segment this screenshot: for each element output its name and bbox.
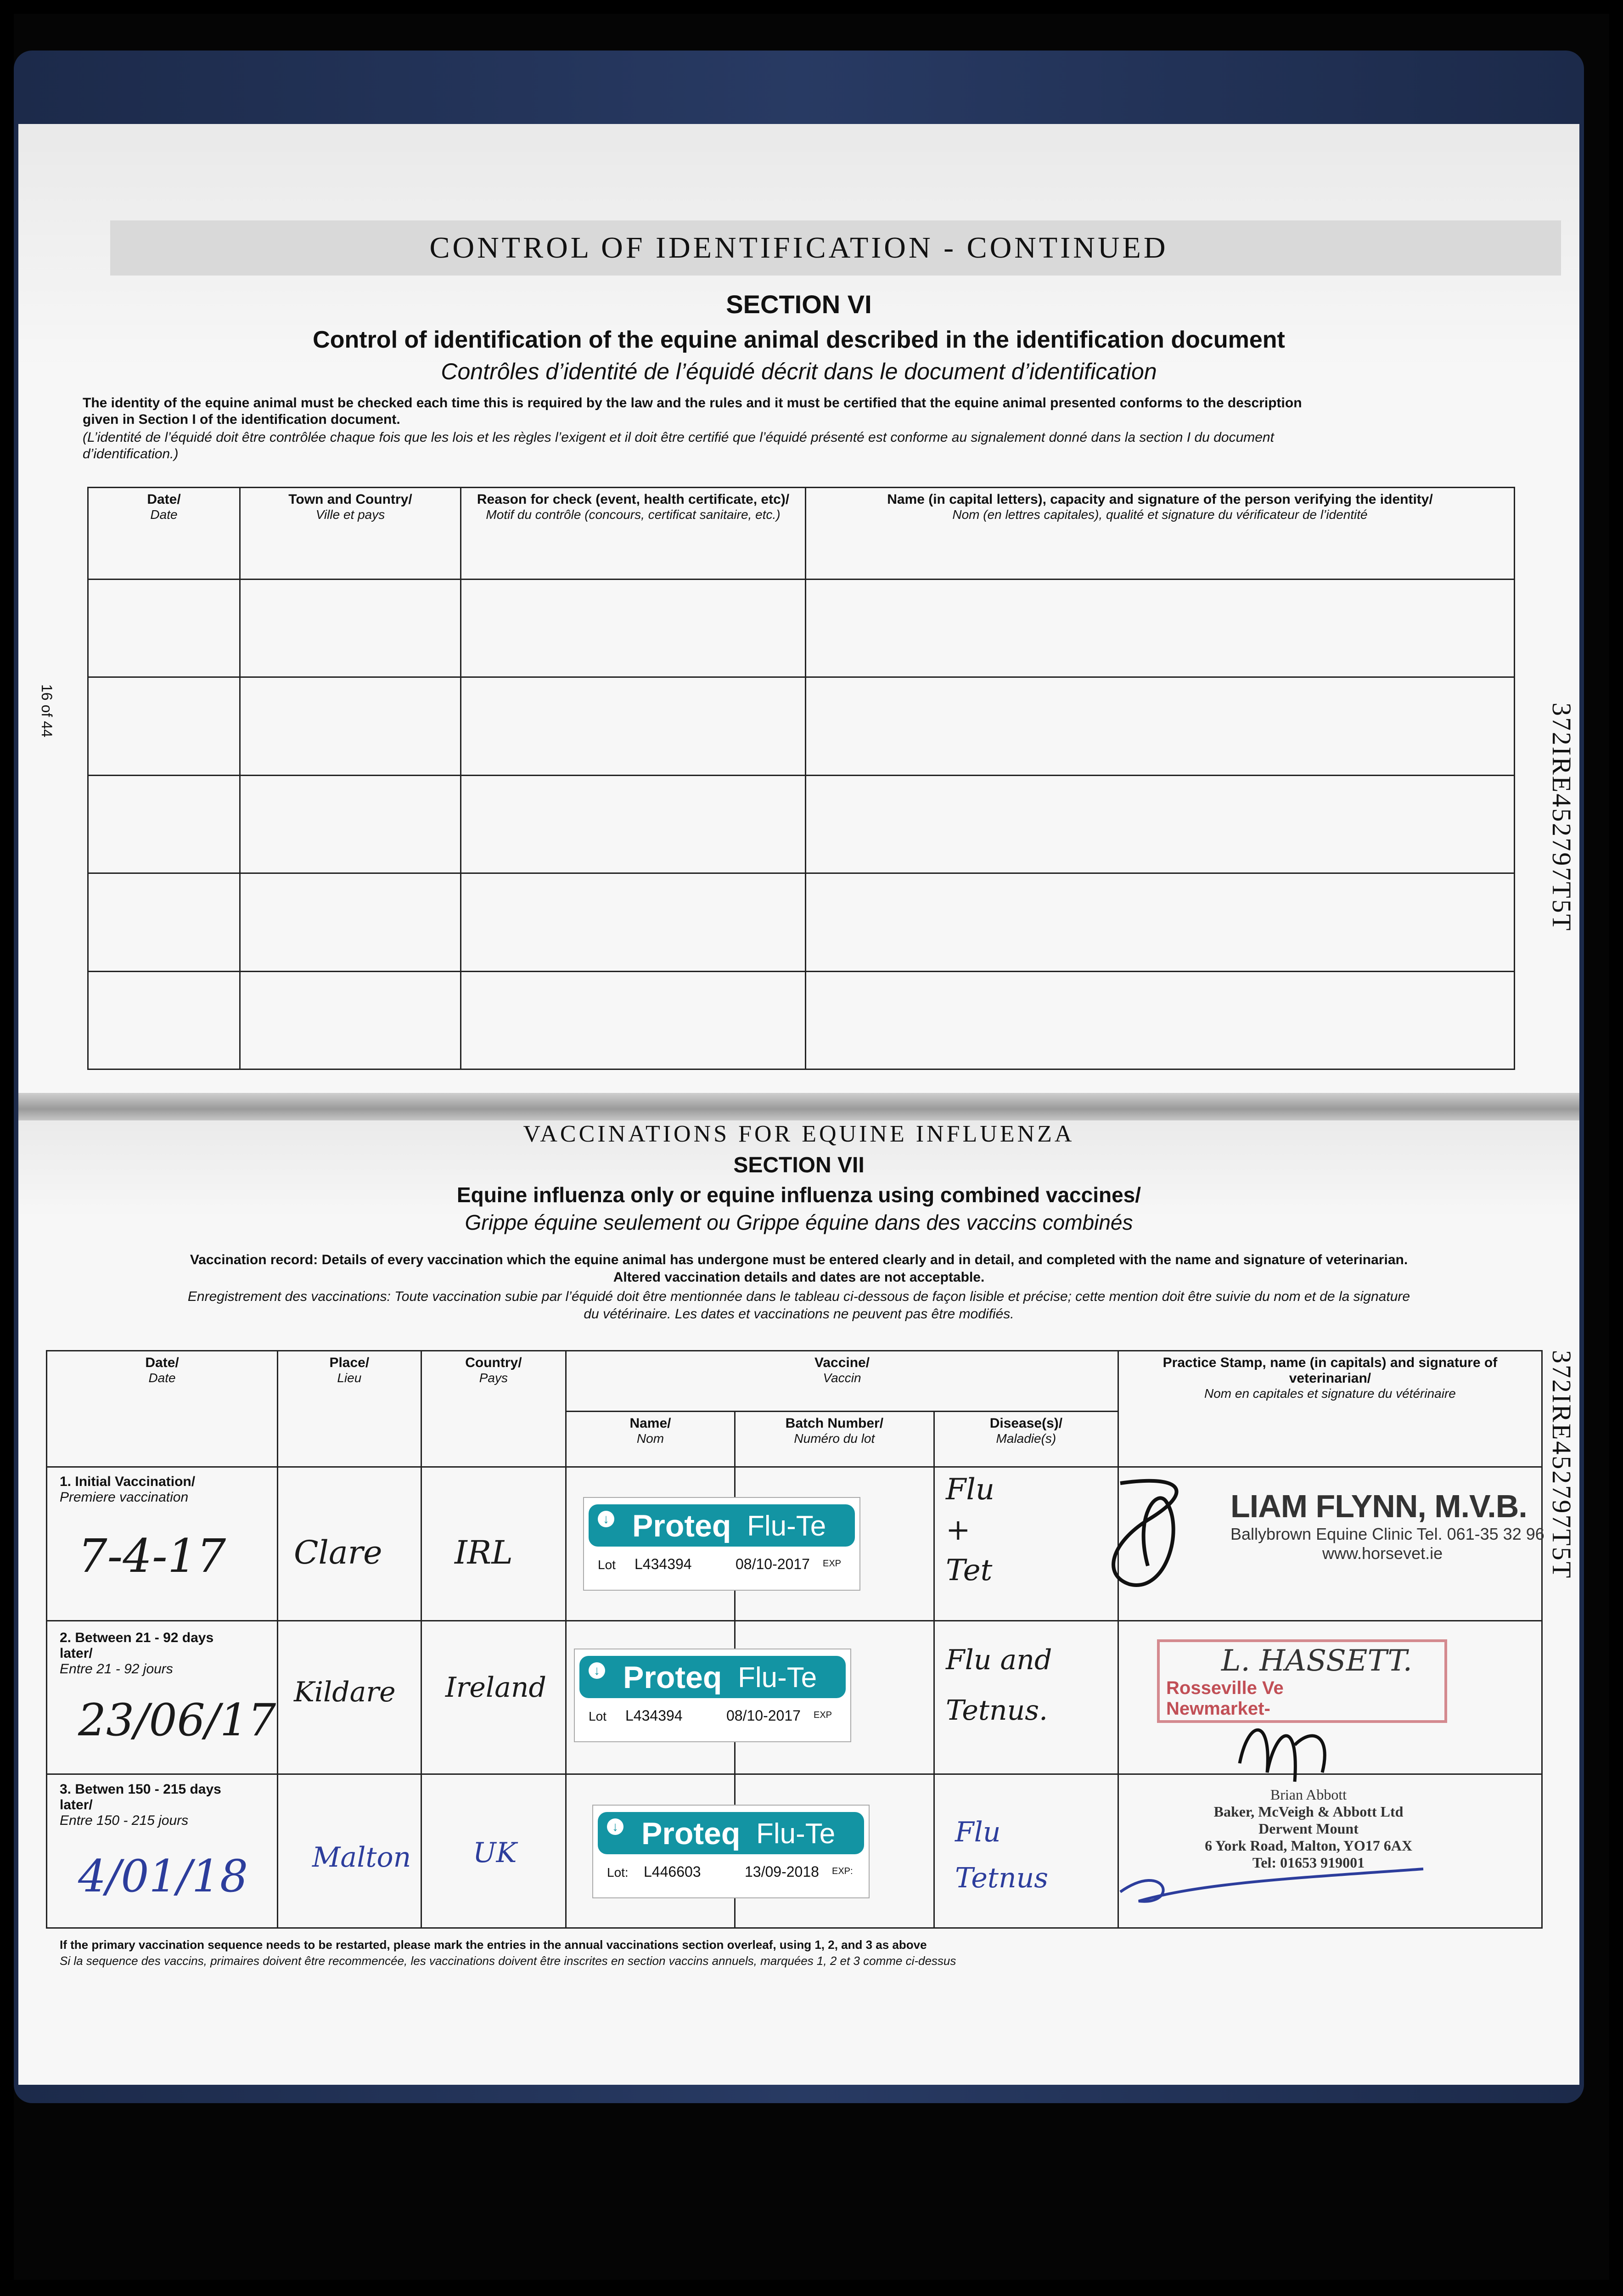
table-row [88,775,1515,873]
col-date: Date/ Date [88,488,240,580]
lot-label: Lot [598,1558,616,1572]
vaccine-brand: Proteq [641,1816,741,1851]
table-row [88,873,1515,971]
record-en-line-1: Vaccination record: Details of every vaccination which the equine animal has undergone must be entered clearly and in detail, and completed with the name and signature of veterinarian. [190,1252,1408,1267]
row-1-vaccine-label [583,1497,860,1591]
section-title-fr: Contrôles d’identité de l’équidé décrit dans le document d’identification [441,359,1157,384]
vaccine-logo-icon: ↓ [598,1511,614,1527]
table-row [88,971,1515,1069]
row-3-date: 4/01/18 [78,1851,248,1902]
vaccine-product: Flu-Te [756,1818,836,1850]
intro-fr [83,429,1529,462]
col-vaccine: Vaccine/ Vaccin [566,1351,1118,1412]
passport-side-code: 372IRE452797T5T [1547,703,1577,932]
vaccine-brand: Proteq [623,1660,722,1695]
table-header-row [47,1351,1542,1412]
row-1-signature [1093,1474,1230,1603]
expiry-date: 08/10-2017 [726,1707,801,1724]
vaccine-product: Flu-Te [738,1662,817,1694]
vaccination-record-fr [46,1288,1552,1323]
lot-number: L434394 [635,1556,692,1572]
row-1-disease: Flu + Tet [946,1473,995,1587]
section-title-en: Control of identification of the equine animal described in the identification document [313,326,1285,353]
vaccine-label-bar [579,1656,846,1698]
col-vaccine-name: Name/ Nom [566,1411,735,1467]
row-3-place: Malton [312,1841,411,1874]
page-section-vii [18,1120,1579,2085]
col-town-country: Town and Country/ Ville et pays [240,488,461,580]
record-en-line-2: Altered vaccination details and dates are not acceptable. [613,1270,985,1285]
vaccine-product: Flu-Te [747,1510,826,1542]
row-2-place: Kildare [294,1676,396,1708]
footnote-en: If the primary vaccination sequence needs to be restarted, please mark the entries in the annual vaccinations section overleaf, using 1, 2, and 3 as above [60,1938,927,1952]
intro-en [83,395,1529,428]
row-1-stamp: LIAM FLYNN, M.V.B. Ballybrown Equine Clinic Tel. 061-35 32 96 www.horsevet.ie [1230,1488,1544,1563]
row-2-country: Ireland [445,1671,546,1704]
row-2-signature [1230,1708,1350,1791]
section-title-en: Equine influenza only or equine influenza using combined vaccines/ [456,1183,1141,1207]
section-header: VACCINATIONS FOR EQUINE INFLUENZA [523,1121,1075,1147]
row-2-label: 2. Between 21 - 92 days later/ Entre 21 - 92 jours [60,1630,214,1677]
col-batch-number: Batch Number/ Numéro du lot [735,1411,934,1467]
record-fr-line-2: du vétérinaire. Les dates et vaccinations ne peuvent pas être modifiés. [584,1306,1014,1322]
col-country: Country/ Pays [421,1351,566,1467]
intro-en-line-2: given in Section I of the identification document. [83,412,400,427]
expiry-label: EXP: [832,1866,853,1876]
row-2-vaccine-label [574,1649,851,1742]
identification-table [87,487,1515,1070]
row-2-date: 23/06/17 [78,1694,276,1746]
passport-side-code: 372IRE452797T5T [1547,1350,1577,1580]
row-3-stamp: Brian Abbott Baker, McVeigh & Abbott Ltd Derwent Mount 6 York Road, Malton, YO17 6AX Tel: 01653 919001 [1205,1786,1412,1871]
record-fr-line-1: Enregistrement des vaccinations: Toute vaccination subie par l’équidé doit être mentionnée dans le tableau ci-dessous de façon lisible et précise; cette mention doit être suivie du nom et de la signature [187,1289,1410,1304]
table-row [88,677,1515,775]
vaccine-label-bar [589,1504,855,1547]
row-2-stamp: L. HASSETT. Rosseville Ve Newmarket- [1166,1644,1412,1719]
lot-label: Lot: [607,1865,629,1880]
lot-number: L446603 [644,1863,701,1880]
row-3-label: 3. Betwen 150 - 215 days later/ Entre 150 - 215 jours [60,1782,221,1828]
lot-label: Lot [589,1709,607,1723]
lot-number: L434394 [625,1707,683,1724]
vaccine-brand: Proteq [632,1508,731,1543]
row-1-date: 7-4-17 [78,1529,226,1583]
vaccine-logo-icon: ↓ [607,1818,623,1835]
col-date: Date/ Date [47,1351,278,1467]
row-1-label: 1. Initial Vaccination/ Premiere vaccination [60,1474,196,1505]
col-disease: Disease(s)/ Maladie(s) [934,1411,1118,1467]
section-header: CONTROL OF IDENTIFICATION - CONTINUED [429,231,1168,264]
vaccination-record-en [46,1251,1552,1286]
col-practice-stamp: Practice Stamp, name (in capitals) and signature of veterinarian/ Nom en capitales et signature du vétérinaire [1118,1351,1542,1467]
col-place: Place/ Lieu [278,1351,421,1467]
page-number: 16 of 44 [39,684,55,737]
col-verifier: Name (in capital letters), capacity and signature of the person verifying the identity/ Nom (en lettres capitales), qualité et signature du vérificateur de l’identité [806,488,1515,580]
vaccine-logo-icon: ↓ [589,1662,605,1679]
section-title-fr: Grippe équine seulement ou Grippe équine dans des vaccins combinés [465,1210,1133,1234]
row-1-place: Clare [294,1534,382,1571]
page-section-vi [18,124,1579,1097]
expiry-label: EXP [814,1710,832,1720]
col-reason: Reason for check (event, health certificate, etc)/ Motif du contrôle (concours, certificat sanitaire, etc.) [461,488,806,580]
intro-en-line-1: The identity of the equine animal must be checked each time this is required by the law and the rules and it must be certified that the equine animal presented conforms to the description [83,395,1302,411]
row-2-disease: Flu and Tetnus. [946,1644,1052,1727]
row-3-signature [1111,1855,1432,1910]
intro-fr-line-1: (L’identité de l’équidé doit être contrôlée chaque fois que les lois et les règles l’exigent et il doit être certifié que l’équidé présenté est conforme au signalement donné dans la section I du document [83,430,1274,445]
expiry-label: EXP [823,1559,842,1569]
section-number: SECTION VI [726,290,872,319]
expiry-date: 13/09-2018 [745,1863,819,1880]
table-row [88,580,1515,677]
vaccine-label-bar [598,1812,864,1854]
section-number: SECTION VII [733,1153,865,1177]
row-3-vaccine-label [592,1805,870,1898]
row-1-country: IRL [455,1534,513,1571]
table-header-row [88,488,1515,580]
row-3-country: UK [473,1837,517,1869]
footnote-fr: Si la sequence des vaccins, primaires doivent être recommencée, les vaccinations doivent être inscrites en section vaccins annuels, marquées 1, 2 et 3 comme ci-dessus [60,1954,956,1968]
intro-fr-line-2: d’identification.) [83,446,179,461]
row-3-disease: Flu Tetnus [955,1816,1049,1894]
expiry-date: 08/10-2017 [736,1556,810,1572]
